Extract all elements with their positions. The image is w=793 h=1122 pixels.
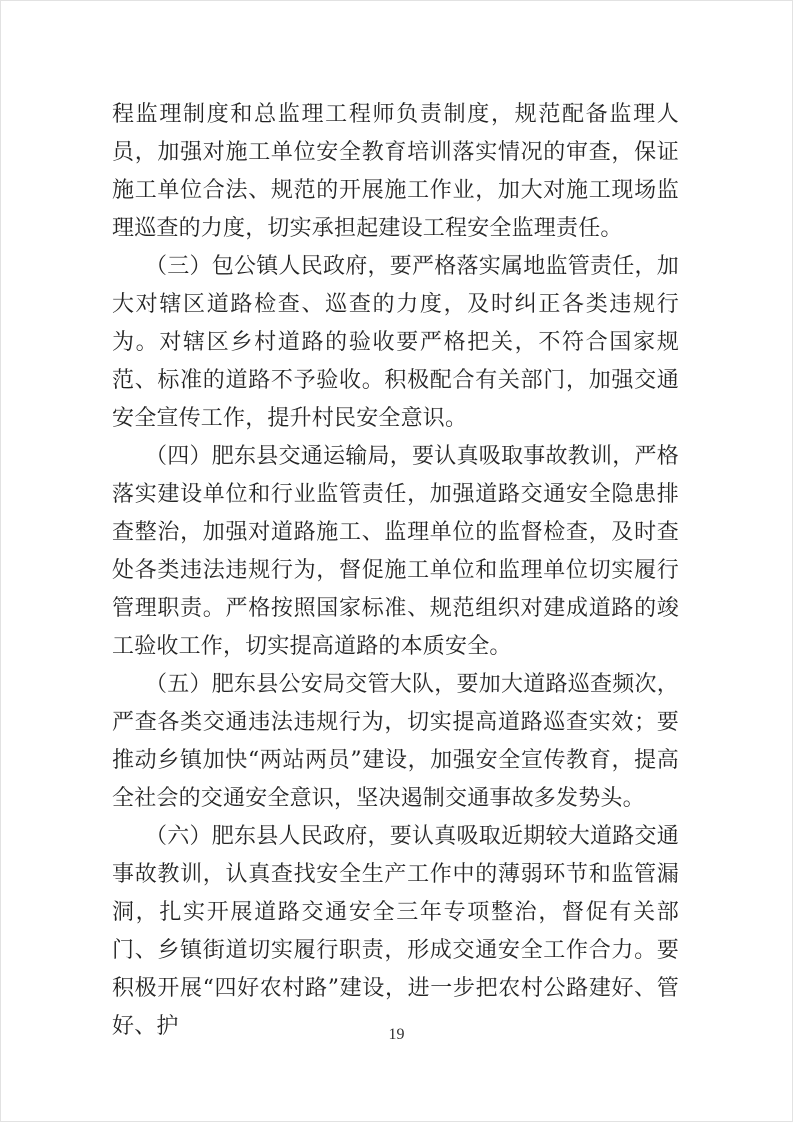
paragraph-item-3: （三）包公镇人民政府，要严格落实属地监管责任，加大对辖区道路检查、巡查的力度，及时纠正各类违规行为。对辖区乡村道路的验收要严格把关，不符合国家规范、标准的道路不予验收。积极配合有关部门，加强交通安全宣传工作，提升村民安全意识。 — [112, 254, 679, 431]
paragraph-continuation: 程监理制度和总监理工程师负责制度，规范配备监理人员，加强对施工单位安全教育培训落实情况的审查，保证施工单位合法、规范的开展施工作业，加大对施工现场监理巡查的力度，切实承担起建设工程安全监理责任。 — [112, 102, 679, 241]
paragraph-item-4: （四）肥东县交通运输局，要认真吸取事故教训，严格落实建设单位和行业监管责任，加强道路交通安全隐患排查整治，加强对道路施工、监理单位的监督检查，及时查处各类违法违规行为，督促施工单位和监理单位切实履行管理职责。严格按照国家标准、规范组织对建成道路的竣工验收工作，切实提高道路的本质安全。 — [112, 444, 679, 659]
paragraph-item-6: （六）肥东县人民政府，要认真吸取近期较大道路交通事故教训，认真查找安全生产工作中的薄弱环节和监管漏洞，扎实开展道路交通安全三年专项整治，督促有关部门、乡镇街道切实履行职责，形成交通安全工作合力。要积极开展“四好农村路”建设，进一步把农村公路建好、管好、护 — [112, 824, 679, 1039]
document-body — [112, 96, 679, 1046]
page-number: 19 — [388, 1026, 405, 1043]
paragraph-item-5: （五）肥东县公安局交管大队，要加大道路巡查频次，严查各类交通违法违规行为，切实提高道路巡查实效；要推动乡镇加快“两站两员”建设，加强安全宣传教育，提高全社会的交通安全意识，坚决遏制交通事故多发势头。 — [112, 672, 679, 811]
